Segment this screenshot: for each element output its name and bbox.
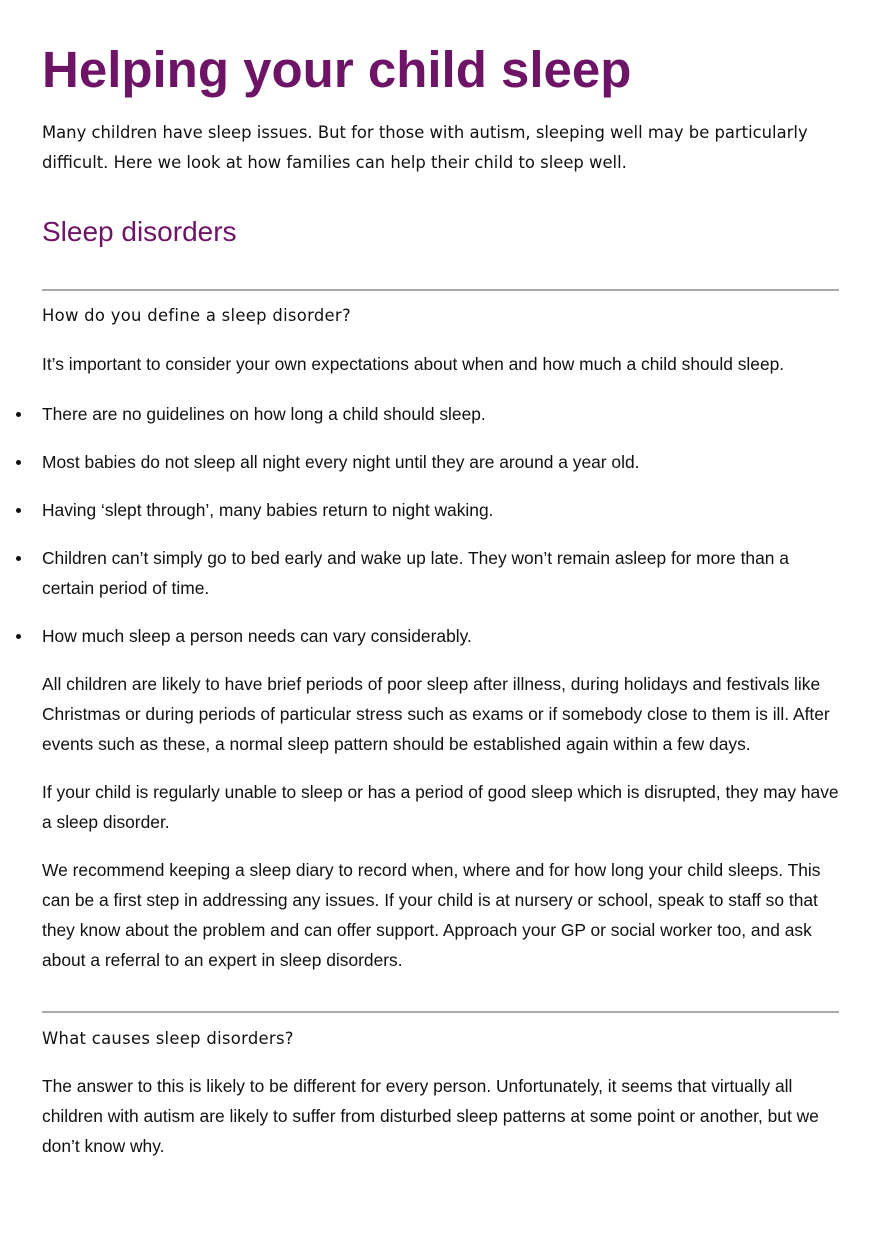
- page-title: Helping your child sleep: [42, 41, 632, 98]
- list-item-text: Most babies do not sleep all night every night until they are around a year old.: [42, 452, 640, 472]
- body-paragraph: We recommend keeping a sleep diary to record when, where and for how long your child sleeps. This can be a first step in addressing any issues. If your child is at nursery or school, speak to staff so that they know about the problem and can offer support. Approach your GP or social worker too, and ask about a referral to an expert in sleep disorders.: [42, 860, 821, 970]
- bullet-dot: [16, 634, 21, 639]
- bullet-dot: [16, 412, 21, 417]
- question-heading: How do you define a sleep disorder?: [42, 306, 351, 325]
- list-item: [42, 447, 842, 477]
- body-paragraph: If your child is regularly unable to sleep or has a period of good sleep which is disrupted, they may have a sleep disorder.: [42, 782, 839, 832]
- list-item: [42, 399, 842, 429]
- section-divider: [42, 289, 839, 291]
- question-heading: What causes sleep disorders?: [42, 1029, 294, 1048]
- lead-paragraph: It’s important to consider your own expectations about when and how much a child should sleep.: [42, 354, 785, 374]
- intro-paragraph: Many children have sleep issues. But for those with autism, sleeping well may be particularly difficult. Here we look at how families can help their child to sleep well.: [42, 123, 808, 172]
- section-heading: Sleep disorders: [42, 216, 237, 247]
- list-item: [42, 495, 842, 525]
- answer-paragraph: The answer to this is likely to be different for every person. Unfortunately, it seems that virtually all children with autism are likely to suffer from disturbed sleep patterns at some point or another, but we don’t know why.: [42, 1076, 819, 1156]
- bullet-dot: [16, 556, 21, 561]
- bullet-list: [42, 399, 842, 669]
- list-item-text: Children can’t simply go to bed early and wake up late. They won’t remain asleep for more than a certain period of time.: [42, 548, 789, 598]
- bullet-dot: [16, 460, 21, 465]
- body-paragraph: All children are likely to have brief periods of poor sleep after illness, during holidays and festivals like Christmas or during periods of particular stress such as exams or if somebody close to them is ill. After events such as these, a normal sleep pattern should be established again within a few days.: [42, 674, 830, 754]
- list-item-text: Having ‘slept through’, many babies return to night waking.: [42, 500, 494, 520]
- bullet-dot: [16, 508, 21, 513]
- list-item-text: How much sleep a person needs can vary considerably.: [42, 626, 472, 646]
- section-divider: [42, 1011, 839, 1013]
- list-item-text: There are no guidelines on how long a child should sleep.: [42, 404, 486, 424]
- list-item: [42, 621, 842, 651]
- list-item: [42, 543, 842, 603]
